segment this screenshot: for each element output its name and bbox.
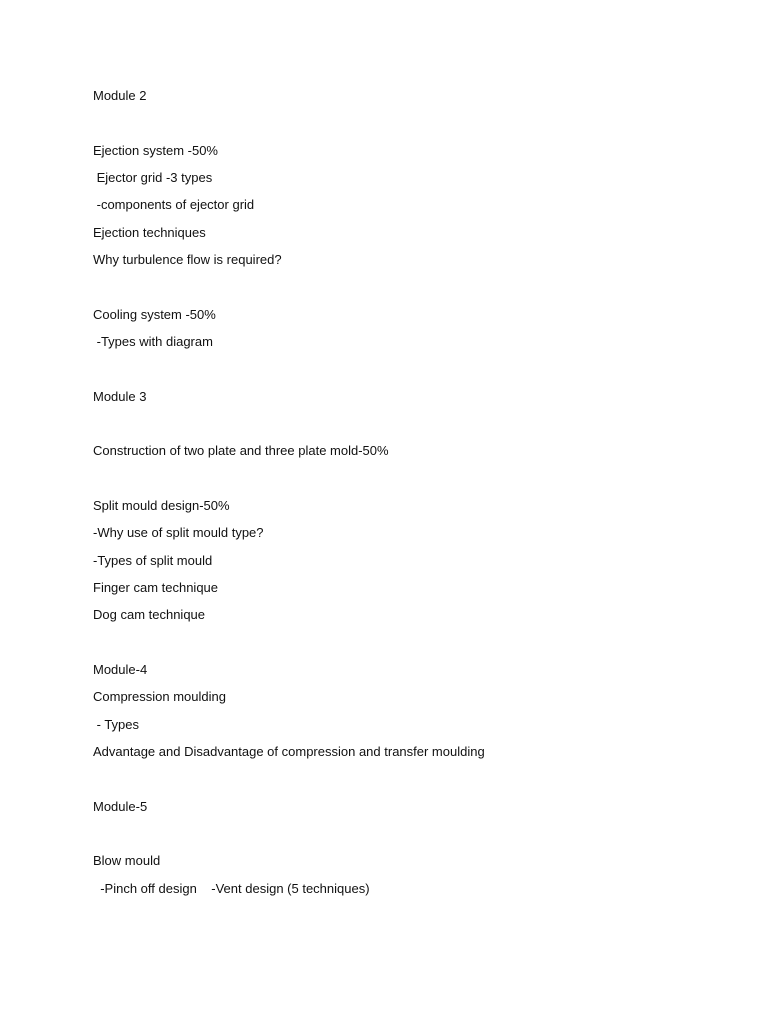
module-4-heading: Module-4 [93, 662, 148, 677]
ejector-grid-components-line: -components of ejector grid [93, 197, 255, 212]
module-5-heading: Module-5 [93, 799, 148, 814]
ejection-techniques-line: Ejection techniques [93, 225, 206, 240]
ejector-grid-line: Ejector grid -3 types [93, 170, 213, 185]
split-mould-types-line: -Types of split mould [93, 553, 213, 568]
pinch-vent-design-line: -Pinch off design -Vent design (5 techniques) [93, 881, 370, 896]
dog-cam-line: Dog cam technique [93, 607, 206, 622]
module-2-heading: Module 2 [93, 88, 147, 103]
advantage-disadvantage-line: Advantage and Disadvantage of compression and transfer moulding [93, 744, 485, 759]
blow-mould-line: Blow mould [93, 853, 161, 868]
compression-types-line: - Types [93, 717, 140, 732]
turbulence-flow-line: Why turbulence flow is required? [93, 252, 282, 267]
cooling-system-line: Cooling system -50% [93, 307, 216, 322]
compression-moulding-line: Compression moulding [93, 689, 226, 704]
cooling-types-line: -Types with diagram [93, 334, 213, 349]
split-mould-why-line: -Why use of split mould type? [93, 525, 264, 540]
ejection-system-line: Ejection system -50% [93, 143, 218, 158]
plate-mold-construction-line: Construction of two plate and three plate mold-50% [93, 443, 389, 458]
split-mould-design-line: Split mould design-50% [93, 498, 230, 513]
module-3-heading: Module 3 [93, 389, 147, 404]
finger-cam-line: Finger cam technique [93, 580, 219, 595]
